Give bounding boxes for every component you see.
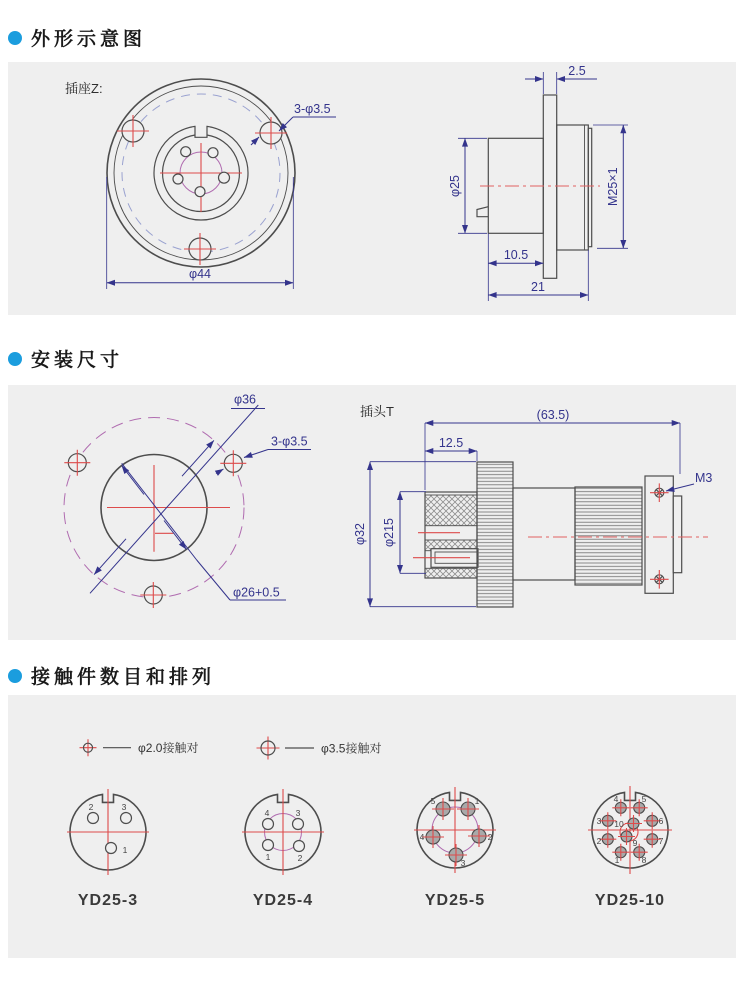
- section-title-outline: 外形示意图: [31, 29, 147, 50]
- pin-number: 4: [613, 794, 619, 804]
- dim-panel-hole: [122, 463, 286, 600]
- pin-number: 1: [474, 796, 480, 806]
- pin-number: 2: [297, 853, 303, 863]
- connector-yd25-5: [414, 787, 496, 909]
- mount-holes: [64, 450, 246, 608]
- mounting-panel: [8, 385, 736, 640]
- dim-text-mount-holes: 3-φ3.5: [294, 102, 331, 116]
- connector-yd25-3: [67, 789, 149, 909]
- pin-number: 3: [460, 858, 466, 868]
- dim-text-plug-inner-dia: φ215: [382, 518, 396, 547]
- dim-text-body-len: 10.5: [503, 248, 529, 262]
- dim-text-panel-hole: φ26+0.5: [233, 585, 280, 600]
- dim-text-mount-holes: 3-φ3.5: [271, 434, 308, 449]
- section-title-contacts: 接触件数目和排列: [31, 667, 216, 688]
- panel-cutout-view: [64, 393, 311, 609]
- pin-number: 4: [264, 808, 270, 818]
- pin-number: 2: [596, 836, 602, 846]
- outline-panel: [8, 62, 736, 315]
- pin-number: 3: [121, 802, 127, 812]
- socket-label: 插座Z:: [65, 81, 103, 96]
- dim-thread: [593, 125, 628, 248]
- pin-number: 6: [658, 816, 664, 826]
- model-name: YD25-5: [424, 892, 486, 909]
- dim-text-screw-thread: M3: [695, 471, 713, 485]
- pin-number: 1: [614, 855, 620, 865]
- dim-text-flange-dia: φ44: [188, 267, 212, 281]
- section-header-mounting: [8, 345, 123, 372]
- pin-number: 3: [596, 816, 602, 826]
- dim-plug-front-len: [425, 436, 477, 461]
- dim-text-body-dia: φ25: [448, 174, 462, 198]
- dim-text-plug-total-len: (63.5): [536, 408, 570, 422]
- coupling-nut-knurl: [477, 462, 513, 607]
- pin-number: 10: [614, 819, 624, 829]
- pin-number: 8: [641, 855, 647, 865]
- dim-text-thread: M25×1: [606, 167, 620, 206]
- pin-number: 1: [122, 845, 128, 855]
- dim-text-plug-outer-dia: φ32: [353, 522, 367, 546]
- contacts-drawing-svg: [8, 695, 736, 958]
- section-bullet-icon: [8, 31, 22, 45]
- section-title-mounting: 安装尺寸: [31, 350, 124, 371]
- dim-text-flange-thk: 2.5: [568, 64, 586, 78]
- pin-number: 5: [641, 794, 647, 804]
- model-name: YD25-3: [77, 892, 139, 909]
- section-header-outline: [8, 24, 146, 51]
- outline-drawing-svg: [8, 62, 736, 315]
- pin-number: 4: [419, 832, 425, 842]
- pin-number: 9: [632, 838, 638, 848]
- dim-flange-thk: [525, 64, 597, 94]
- pin-number: 7: [658, 836, 664, 846]
- legend-large-contact: [257, 737, 382, 760]
- pin-number: 3: [295, 808, 301, 818]
- legend-large-contact-label: φ3.5接触对: [321, 741, 382, 756]
- mounting-drawing-svg: [8, 385, 736, 640]
- dim-bolt-circle: [90, 393, 265, 594]
- section-bullet-icon: [8, 352, 22, 366]
- legend-small-contact: [80, 739, 199, 756]
- pin-number: 2: [487, 832, 493, 842]
- socket-front-view: [107, 79, 295, 267]
- dim-text-bolt-circle: φ36: [234, 392, 257, 407]
- pin-number: 2: [88, 802, 94, 812]
- pin-number: 1: [265, 852, 271, 862]
- pin-number: 5: [430, 796, 436, 806]
- legend-small-contact-label: φ2.0接触对: [138, 741, 199, 756]
- dim-text-plug-front-len: 12.5: [438, 436, 464, 450]
- section-bullet-icon: [8, 669, 22, 683]
- model-name: YD25-4: [252, 892, 314, 909]
- plug-side-view: [413, 462, 708, 607]
- dim-text-total-len: 21: [531, 280, 545, 294]
- rear-knurl: [575, 487, 642, 585]
- socket-side-view: [477, 95, 600, 278]
- model-name: YD25-10: [594, 892, 666, 909]
- dim-plug-total-len: [425, 408, 680, 490]
- contacts-panel: [8, 695, 736, 958]
- connector-yd25-10: [588, 786, 672, 909]
- connector-yd25-4: [242, 789, 324, 909]
- section-header-contacts: [8, 662, 215, 689]
- plug-label: 插头T: [360, 404, 394, 419]
